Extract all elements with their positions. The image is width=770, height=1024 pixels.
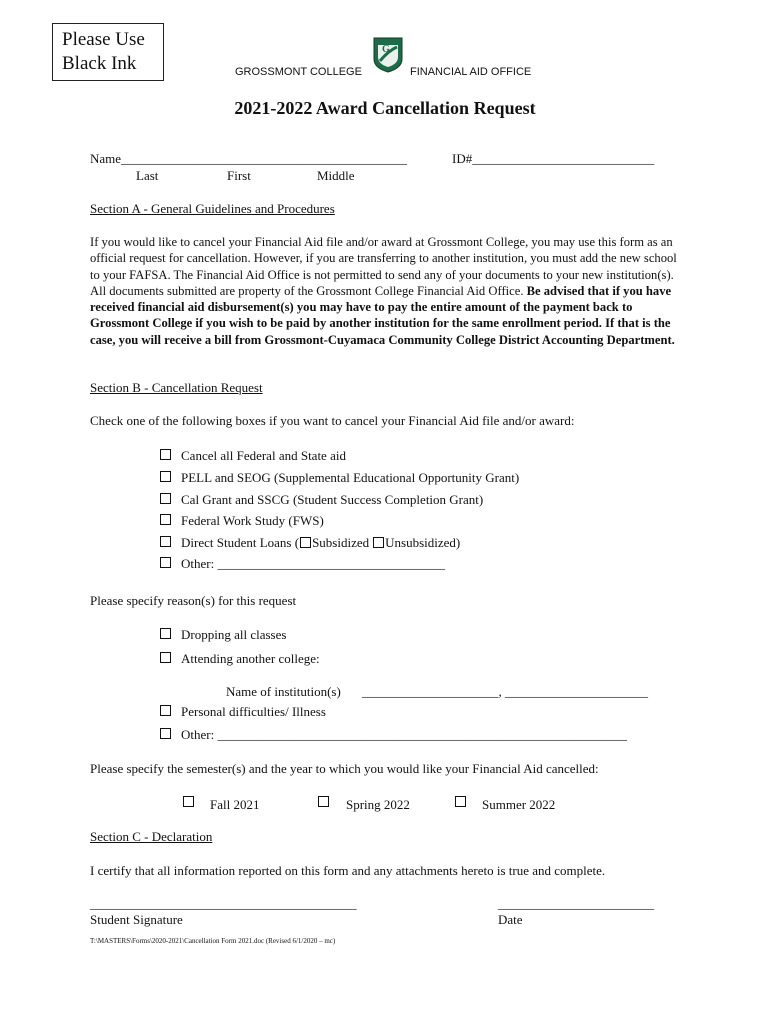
checkbox-dropping-classes[interactable]	[160, 628, 171, 639]
option-cancel-all: Cancel all Federal and State aid	[181, 448, 346, 463]
option-pell-seog: PELL and SEOG (Supplemental Educational Opportunity Grant)	[181, 470, 520, 485]
last-label: Last	[136, 168, 159, 183]
option-other[interactable]: Other: ___________________________________	[181, 556, 445, 571]
checkbox-other[interactable]	[160, 557, 171, 568]
ink-notice-line-2: Black Ink	[62, 53, 137, 74]
spring-label: Spring 2022	[346, 797, 410, 812]
black-ink-notice	[52, 23, 164, 81]
college-name: GROSSMONT COLLEGE	[235, 66, 362, 78]
section-b-heading: Section B - Cancellation Request	[90, 380, 263, 395]
id-field[interactable]: ID#____________________________	[452, 151, 655, 166]
checkbox-summer-2022[interactable]	[455, 796, 466, 807]
middle-label: Middle	[317, 168, 355, 183]
checkbox-pell-seog[interactable]	[160, 471, 171, 482]
ink-notice-line-1: Please Use	[62, 29, 145, 50]
name-field[interactable]: Name____________________________________________	[90, 151, 408, 166]
checkbox-unsubsidized[interactable]	[373, 537, 384, 548]
checkbox-direct-loans[interactable]	[160, 536, 171, 547]
date-field[interactable]: ________________________	[498, 896, 654, 911]
checkbox-another-college[interactable]	[160, 652, 171, 663]
option-fws: Federal Work Study (FWS)	[181, 513, 324, 528]
date-label: Date	[498, 912, 523, 927]
section-a-heading: Section A - General Guidelines and Procedures	[90, 201, 335, 216]
form-title: 2021-2022 Award Cancellation Request	[234, 98, 536, 118]
section-a-warning: Be advised that if you have received financial aid disbursement(s) you may have to pay the entire amount of the payment back to Grossmont College if you wish to be paid by another institution for the same enrollment period. If that is the case, you will receive a bill from Grossmont-Cuyamaca Community College District Accounting Department.	[90, 283, 675, 347]
logo-letter: G	[382, 44, 390, 55]
loans-label: Direct Student Loans (	[181, 535, 300, 550]
institution-field[interactable]: _____________________, ______________________	[362, 684, 648, 699]
checkbox-cancel-all[interactable]	[160, 449, 171, 460]
reason-prompt: Please specify reason(s) for this request	[90, 593, 297, 608]
institution-label: Name of institution(s)	[226, 684, 341, 699]
college-logo-icon	[373, 37, 403, 73]
option-cal-grant: Cal Grant and SSCG (Student Success Completion Grant)	[181, 492, 484, 507]
first-label: First	[227, 168, 251, 183]
section-c-heading: Section C - Declaration	[90, 829, 213, 844]
section-b-instruction: Check one of the following boxes if you want to cancel your Financial Aid file and/or award:	[90, 413, 575, 428]
fall-label: Fall 2021	[210, 797, 260, 812]
checkbox-fws[interactable]	[160, 514, 171, 525]
certify-statement: I certify that all information reported on this form and any attachments hereto is true and complete.	[90, 863, 606, 878]
option-direct-loans	[181, 535, 460, 551]
reason-attending: Attending another college:	[181, 651, 320, 666]
reason-personal: Personal difficulties/ Illness	[181, 704, 326, 719]
reason-other[interactable]: Other: _______________________________________________________________	[181, 727, 627, 742]
checkbox-cal-grant[interactable]	[160, 493, 171, 504]
footer-path: T:\MASTERS\Forms\2020-2021\Cancellation Form 2021.doc (Revised 6/1/2020 – mc)	[90, 937, 336, 945]
checkbox-fall-2021[interactable]	[183, 796, 194, 807]
office-name: FINANCIAL AID OFFICE	[410, 66, 532, 78]
checkbox-personal[interactable]	[160, 705, 171, 716]
checkbox-reason-other[interactable]	[160, 728, 171, 739]
subsidized-label: Subsidized	[312, 535, 370, 550]
signature-field[interactable]: _________________________________________	[90, 896, 357, 911]
checkbox-subsidized[interactable]	[300, 537, 311, 548]
semester-prompt: Please specify the semester(s) and the year to which you would like your Financial Aid cancelled:	[90, 761, 599, 776]
summer-label: Summer 2022	[482, 797, 556, 812]
section-a-paragraph	[90, 234, 680, 348]
reason-dropping: Dropping all classes	[181, 627, 287, 642]
unsubsidized-label: Unsubsidized)	[385, 535, 461, 550]
signature-label: Student Signature	[90, 912, 183, 927]
section-a-text: If you would like to cancel your Financial Aid file and/or award at Grossmont College, you may use this form as an official request for cancellation. However, if you are transferring to another institution, you must add the new school to your FAFSA. The Financial Aid Office is not permitted to send any of your documents to your new institution(s). All documents submitted are property of the Grossmont College Financial Aid Office.	[90, 235, 677, 298]
checkbox-spring-2022[interactable]	[318, 796, 329, 807]
